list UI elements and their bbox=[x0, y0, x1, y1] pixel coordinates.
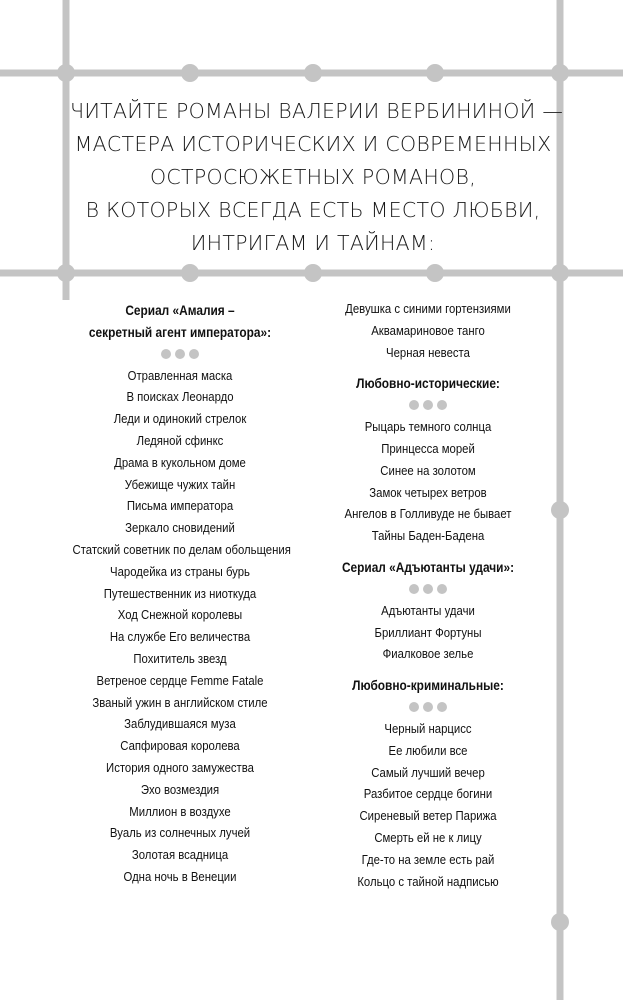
book-title: Ледяной сфинкс bbox=[136, 432, 224, 448]
book-title: Аквамариновое танго bbox=[371, 322, 485, 338]
book-title: Вуаль из солнечных лучей bbox=[109, 825, 251, 841]
book-title: Путешественник из ниоткуда bbox=[103, 585, 257, 601]
section-title-historical: Любовно-исторические: bbox=[356, 376, 500, 392]
promo-heading bbox=[70, 95, 564, 260]
book-title: Сиреневый ветер Парижа bbox=[359, 808, 497, 824]
book-title: Одна ночь в Венеции bbox=[123, 868, 237, 884]
separator-dots bbox=[55, 347, 305, 361]
book-title: Похититель звезд bbox=[133, 650, 227, 666]
book-title: Леди и одинокий стрелок bbox=[113, 411, 247, 427]
book-title: Синее на золотом bbox=[380, 462, 476, 478]
book-title: Миллион в воздухе bbox=[129, 803, 231, 819]
book-title: Зеркало сновидений bbox=[125, 520, 235, 536]
separator-dots bbox=[308, 582, 548, 596]
book-title: Золотая всадница bbox=[131, 847, 229, 863]
book-title: Отравленная маска bbox=[127, 367, 233, 383]
heading-line: В КОТОРЫХ ВСЕГДА ЕСТЬ МЕСТО ЛЮБВИ, bbox=[85, 198, 541, 222]
book-title: Где-то на земле есть рай bbox=[361, 851, 495, 867]
book-title: Девушка с синими гортензиями bbox=[345, 301, 511, 316]
book-title: Замок четырех ветров bbox=[369, 484, 487, 500]
book-title: Ее любили все bbox=[388, 742, 468, 758]
book-title: Адъютанты удачи bbox=[381, 602, 475, 618]
heading-line: МАСТЕРА ИСТОРИЧЕСКИХ И СОВРЕМЕННЫХ bbox=[74, 132, 552, 156]
book-title: Тайны Баден-Бадена bbox=[371, 528, 485, 544]
book-title: Статский советник по делам обольщения bbox=[72, 541, 291, 557]
left-column bbox=[55, 300, 305, 888]
book-title: Драма в кукольном доме bbox=[114, 454, 246, 470]
book-title: Ангелов в Голливуде не бывает bbox=[344, 506, 512, 522]
book-title: Разбитое сердце богини bbox=[363, 786, 493, 802]
book-title: Письма императора bbox=[126, 498, 234, 514]
section-title-criminal: Любовно-криминальные: bbox=[352, 678, 504, 694]
book-title: Самый лучший вечер bbox=[371, 764, 485, 780]
book-title: Убежище чужих тайн bbox=[124, 476, 236, 492]
book-title: Кольцо с тайной надписью bbox=[357, 873, 499, 889]
separator-dots bbox=[308, 398, 548, 412]
book-title: Заблудившаяся муза bbox=[124, 716, 236, 732]
section-title-adjutants: Сериал «Адъютанты удачи»: bbox=[341, 559, 515, 575]
book-title: Ход Снежной королевы bbox=[117, 607, 243, 623]
book-title: Бриллиант Фортуны bbox=[374, 624, 482, 640]
heading-line: ОСТРОСЮЖЕТНЫХ РОМАНОВ, bbox=[149, 165, 477, 189]
heading-line: ИНТРИГАМ И ТАЙНАМ: bbox=[190, 231, 436, 255]
book-title: Черный нарцисс bbox=[384, 720, 472, 736]
series-title: Сериал «Амалия – bbox=[125, 303, 235, 318]
book-title: Эхо возмездия bbox=[140, 781, 220, 797]
book-title: Принцесса морей bbox=[381, 440, 475, 456]
book-title: Рыцарь темного солнца bbox=[364, 419, 492, 435]
book-title: Ветреное сердце Femme Fatale bbox=[96, 672, 264, 688]
book-title: В поисках Леонардо bbox=[126, 389, 234, 405]
book-title: На службе Его величества bbox=[109, 629, 251, 645]
book-title: Черная невеста bbox=[386, 344, 470, 360]
book-title: История одного замужества bbox=[106, 759, 254, 775]
book-title: Смерть ей не к лицу bbox=[374, 829, 482, 845]
separator-dots bbox=[308, 700, 548, 714]
heading-line: ЧИТАЙТЕ РОМАНЫ ВАЛЕРИИ ВЕРБИНИНОЙ — bbox=[70, 99, 564, 123]
book-title: Званый ужин в английском стиле bbox=[92, 694, 268, 710]
book-title: Фиалковое зелье bbox=[382, 646, 474, 662]
right-column bbox=[308, 298, 548, 892]
series-title: секретный агент императора»: bbox=[88, 324, 272, 340]
book-title: Сапфировая королева bbox=[120, 738, 240, 754]
book-title: Чародейка из страны бурь bbox=[110, 563, 250, 579]
